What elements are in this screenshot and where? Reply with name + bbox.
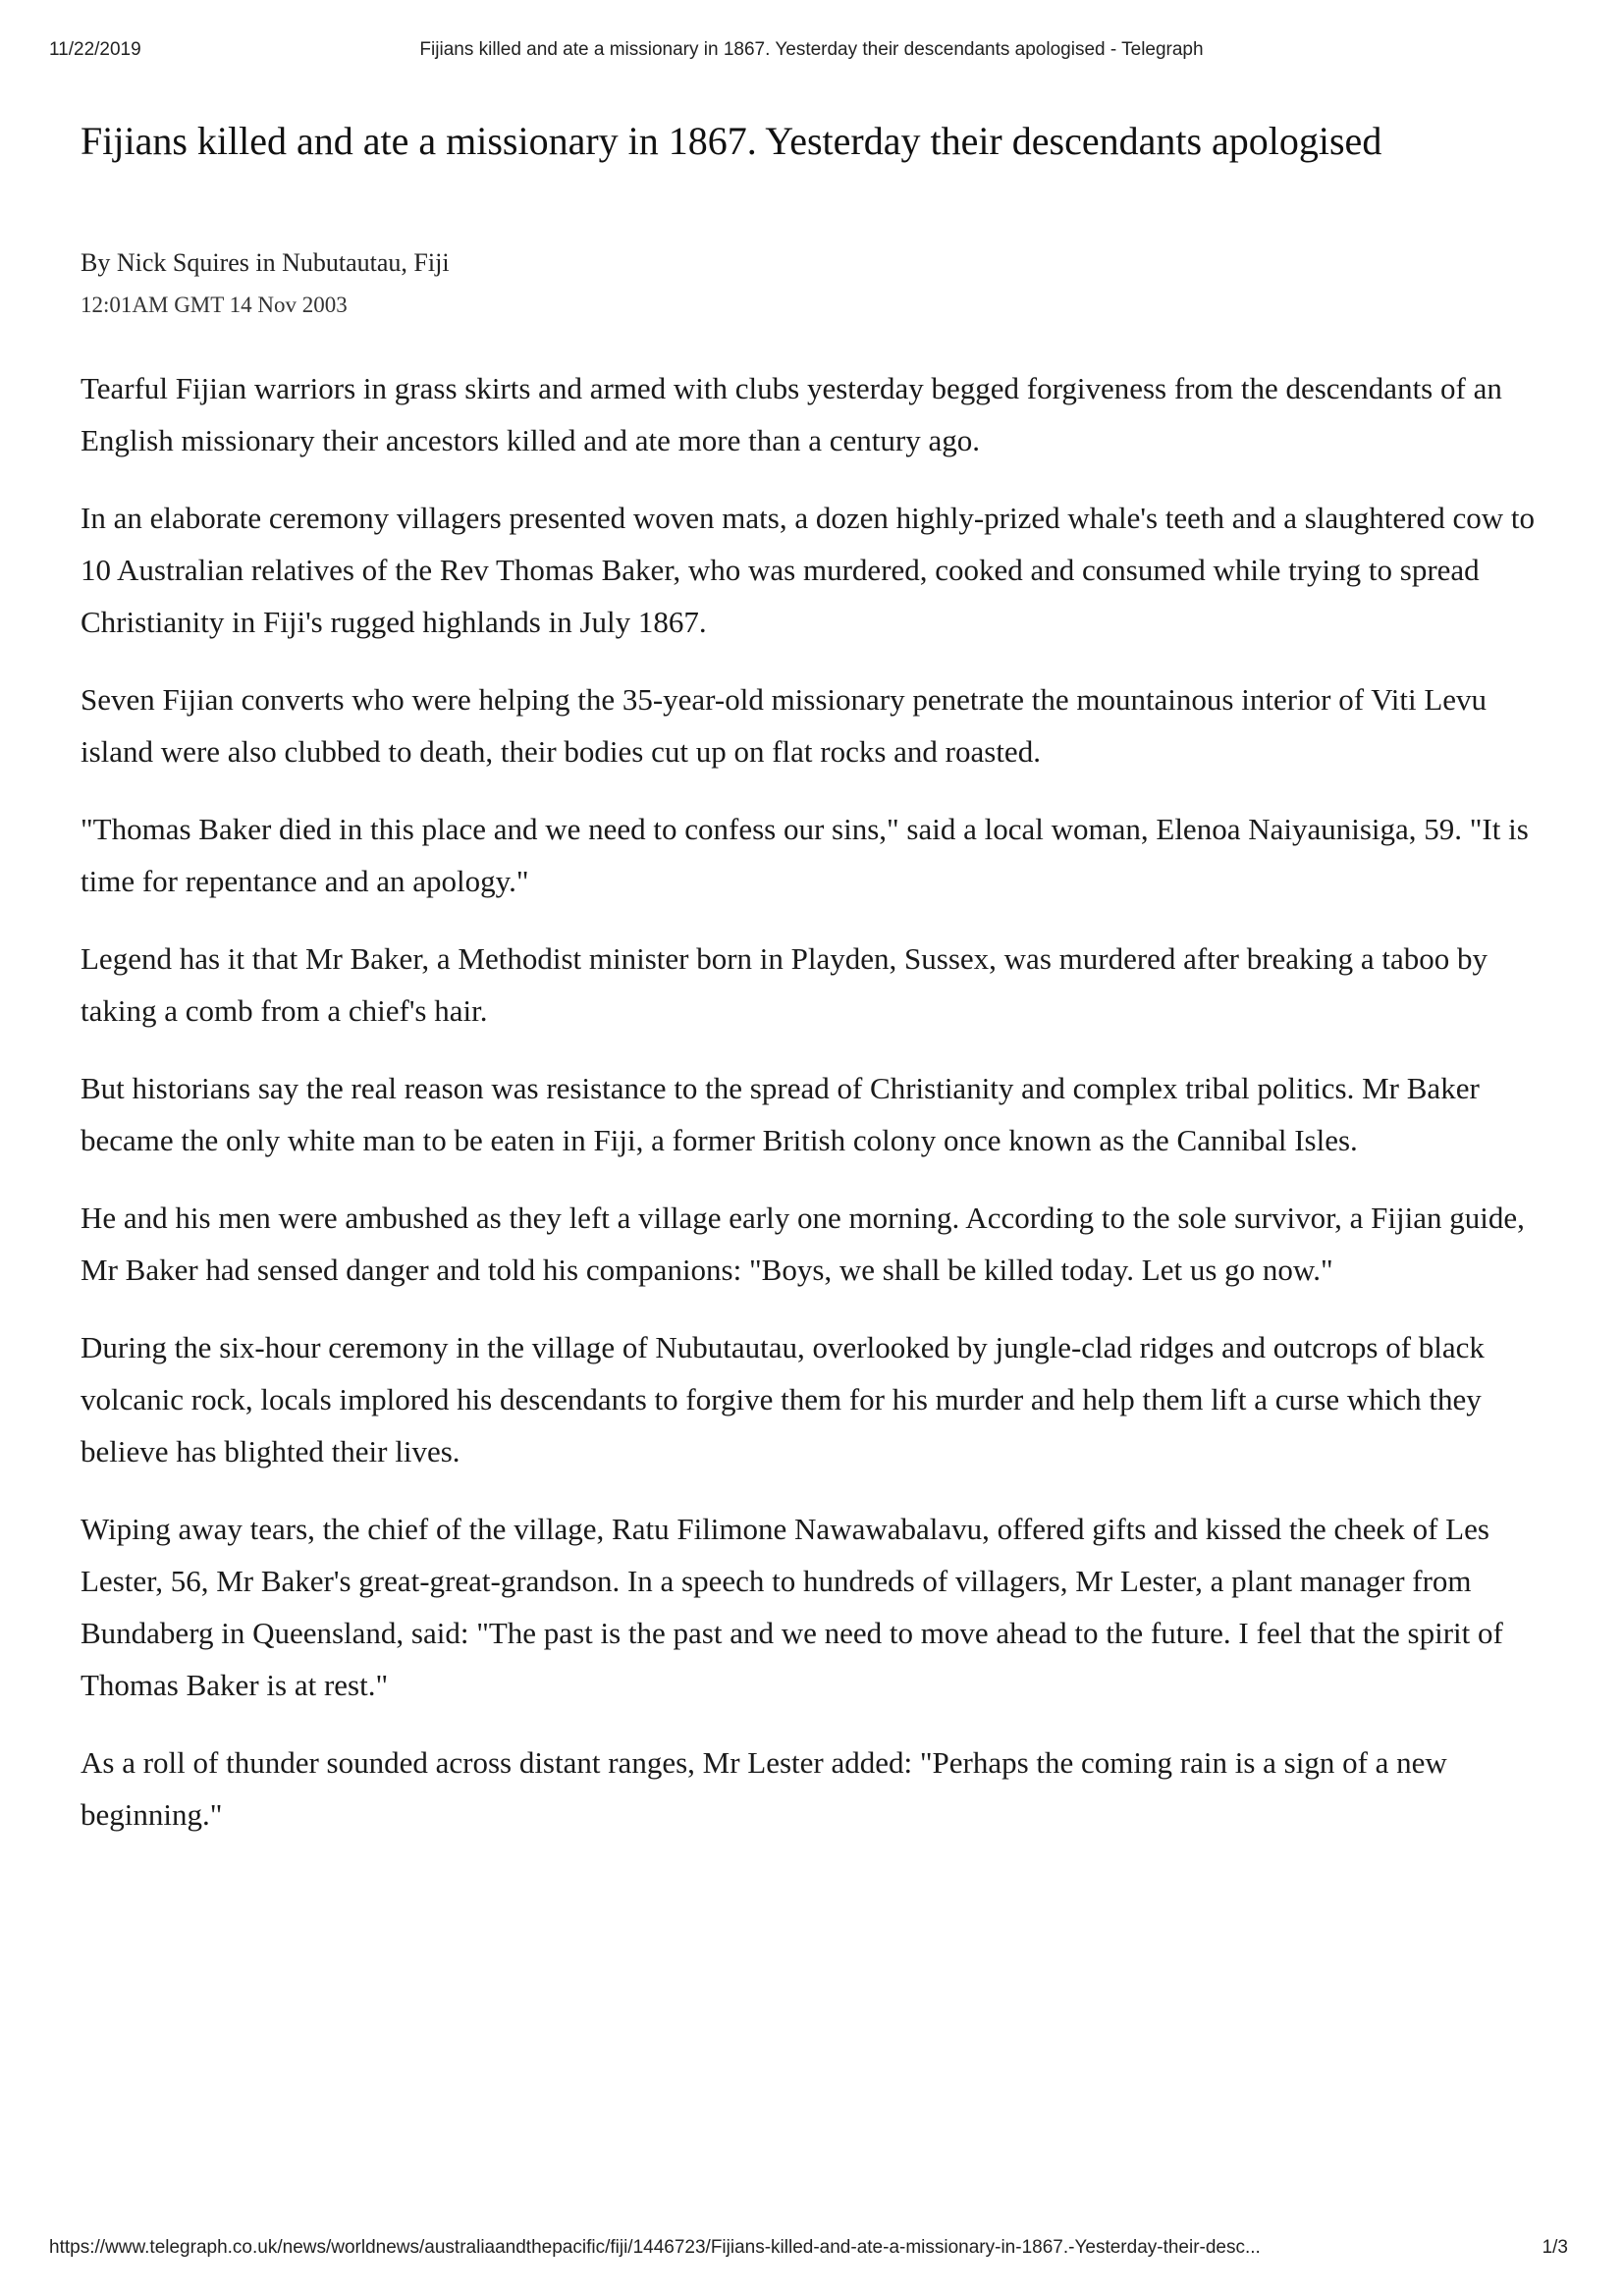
print-url: https://www.telegraph.co.uk/news/worldnews/australiaandthepacific/fiji/1446723/Fijians-killed-and-ate-a-missionary-in-1867.-Yesterday-their-desc... (49, 2237, 1261, 2258)
article-headline: Fijians killed and ate a missionary in 1867. Yesterday their descendants apologised (81, 119, 1382, 163)
print-page-title: Fijians killed and ate a missionary in 1867. Yesterday their descendants apologised - Telegraph (419, 39, 1204, 60)
print-header (49, 39, 1574, 67)
article-paragraph: Legend has it that Mr Baker, a Methodist minister born in Playden, Sussex, was murdered after breaking a taboo by taking a comb from a chief's hair. (81, 941, 1488, 1028)
article-paragraph: Tearful Fijian warriors in grass skirts and armed with clubs yesterday begged forgiveness from the descendants of an English missionary their ancestors killed and ate more than a century ago. (81, 371, 1502, 457)
article-body (81, 362, 1553, 1841)
article-paragraph: As a roll of thunder sounded across distant ranges, Mr Lester added: "Perhaps the coming rain is a sign of a new beginning." (81, 1745, 1447, 1832)
print-date: 11/22/2019 (49, 39, 141, 60)
article-byline: By Nick Squires in Nubutautau, Fiji (81, 248, 450, 277)
article-paragraph: Wiping away tears, the chief of the village, Ratu Filimone Nawawabalavu, offered gifts and kissed the cheek of Les Lester, 56, Mr Baker's great-great-grandson. In a speech to hundreds of villagers, Mr Lester, a plant manager from Bundaberg in Queensland, said: "The past is the past and we need to move ahead to the future. I feel that the spirit of Thomas Baker is at rest." (81, 1512, 1503, 1702)
article-paragraph: He and his men were ambushed as they left a village early one morning. According to the sole survivor, a Fijian guide, Mr Baker had sensed danger and told his companions: "Boys, we shall be killed today. Let us go now." (81, 1201, 1525, 1287)
print-footer (49, 2237, 1574, 2265)
article-paragraph: During the six-hour ceremony in the village of Nubutautau, overlooked by jungle-clad ridges and outcrops of black volcanic rock, locals implored his descendants to forgive them for his murder and help them lift a curse which they believe has blighted their lives. (81, 1330, 1485, 1468)
article-paragraph: But historians say the real reason was resistance to the spread of Christianity and complex tribal politics. Mr Baker became the only white man to be eaten in Fiji, a former British colony once known as the Cannibal Isles. (81, 1071, 1480, 1157)
article-dateline: 12:01AM GMT 14 Nov 2003 (81, 293, 348, 317)
article-paragraph: "Thomas Baker died in this place and we need to confess our sins," said a local woman, Elenoa Naiyaunisiga, 59. "It is time for repentance and an apology." (81, 812, 1529, 898)
article-paragraph: Seven Fijian converts who were helping the 35-year-old missionary penetrate the mountainous interior of Viti Levu island were also clubbed to death, their bodies cut up on flat rocks and roasted. (81, 682, 1488, 769)
print-page-number: 1/3 (1542, 2237, 1568, 2258)
article-paragraph: In an elaborate ceremony villagers presented woven mats, a dozen highly-prized whale's teeth and a slaughtered cow to 10 Australian relatives of the Rev Thomas Baker, who was murdered, cooked and consumed while trying to spread Christianity in Fiji's rugged highlands in July 1867. (81, 501, 1535, 639)
article (81, 118, 1553, 1866)
